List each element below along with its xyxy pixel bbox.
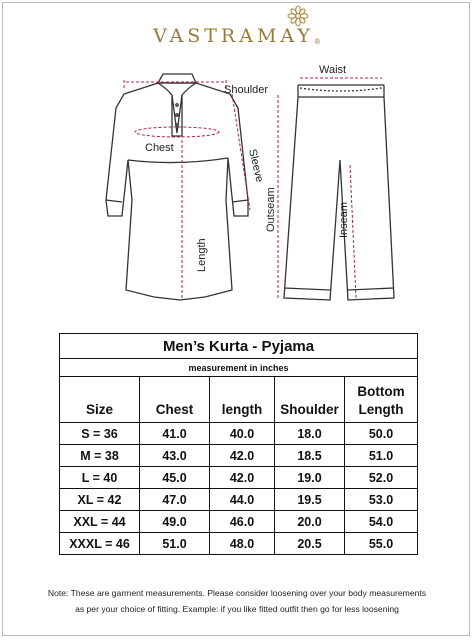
header-size: Size (60, 377, 140, 423)
waist-label: Waist (319, 64, 347, 76)
pyjama-illustration (284, 85, 394, 300)
table-row (60, 533, 418, 555)
pyjama-measure-lines (278, 78, 382, 300)
chest-cell: 49.0 (140, 511, 210, 533)
inseam-label: Inseam (338, 201, 350, 238)
header-length: length (210, 377, 275, 423)
mandala-icon (287, 5, 309, 27)
chest-cell: 43.0 (140, 445, 210, 467)
note-line-2: as per your choice of fitting. Example: if you like fitted outfit then go for less loosening (75, 604, 399, 614)
table-row (60, 489, 418, 511)
bottom-length-cell: 54.0 (345, 511, 418, 533)
table-row (60, 511, 418, 533)
length-cell: 44.0 (210, 489, 275, 511)
header-row (60, 377, 418, 423)
chest-cell: 47.0 (140, 489, 210, 511)
shoulder-cell: 19.0 (275, 467, 345, 489)
length-label: Length (196, 238, 208, 272)
note-line-1: Note: These are garment measurements. Please consider loosening over your body measurements (47, 588, 427, 598)
chest-cell: 45.0 (140, 467, 210, 489)
header-shoulder: Shoulder (275, 377, 345, 423)
shoulder-label: Shoulder (224, 84, 269, 96)
shoulder-cell: 19.5 (275, 489, 345, 511)
bottom-length-cell: 52.0 (345, 467, 418, 489)
registered-mark: ® (313, 38, 321, 46)
sleeve-label: Sleeve (246, 147, 266, 184)
bottom-length-cell: 50.0 (345, 423, 418, 445)
size-chart (59, 333, 417, 555)
chest-cell: 41.0 (140, 423, 210, 445)
chest-cell: 51.0 (140, 533, 210, 555)
length-cell: 42.0 (210, 467, 275, 489)
shoulder-cell: 20.5 (275, 533, 345, 555)
bottom-length-cell: 55.0 (345, 533, 418, 555)
header-chest: Chest (140, 377, 210, 423)
bottom-length-cell: 51.0 (345, 445, 418, 467)
size-cell: S = 36 (60, 423, 140, 445)
kurta-illustration (106, 74, 248, 300)
shoulder-cell: 20.0 (275, 511, 345, 533)
size-cell: XXL = 44 (60, 511, 140, 533)
table-row (60, 467, 418, 489)
size-cell: M = 38 (60, 445, 140, 467)
size-cell: XXXL = 46 (60, 533, 140, 555)
shoulder-cell: 18.5 (275, 445, 345, 467)
size-chart-table (59, 333, 418, 555)
chest-label: Chest (145, 142, 174, 154)
size-cell: XL = 42 (60, 489, 140, 511)
fitting-note (0, 585, 474, 617)
header-bottom-length: Bottom Length (345, 377, 418, 423)
bottom-length-cell: 53.0 (345, 489, 418, 511)
table-subtitle: measurement in inches (60, 359, 418, 377)
table-row (60, 445, 418, 467)
size-cell: L = 40 (60, 467, 140, 489)
length-cell: 42.0 (210, 445, 275, 467)
shoulder-cell: 18.0 (275, 423, 345, 445)
kurta-pyjama-diagram (0, 50, 474, 325)
brand-logo (0, 25, 474, 47)
length-cell: 46.0 (210, 511, 275, 533)
length-cell: 48.0 (210, 533, 275, 555)
length-cell: 40.0 (210, 423, 275, 445)
table-row (60, 423, 418, 445)
table-title: Men’s Kurta - Pyjama (60, 334, 418, 359)
brand-name: VASTRAMAY (153, 25, 314, 47)
outseam-label: Outseam (265, 187, 277, 232)
